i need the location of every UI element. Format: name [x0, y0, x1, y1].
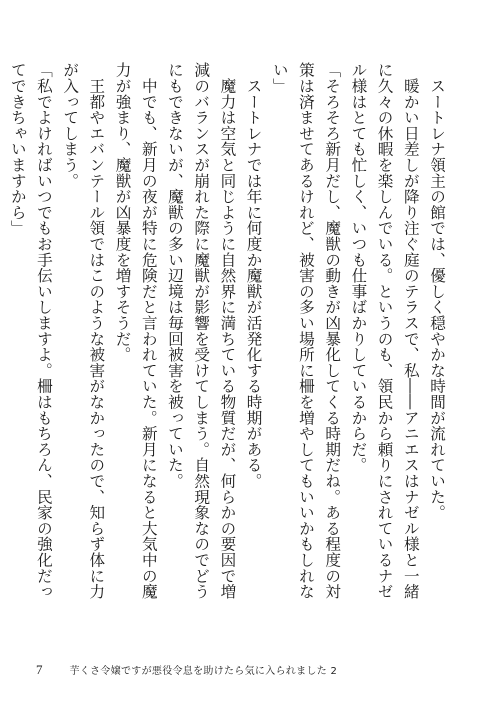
paragraph-4: スートレナでは年に何度か魔獣が活発化する時期がある。 [244, 62, 263, 489]
paragraph-8: 「私でよければいつでもお手伝いしますよ。柵はもちろん、民家の強化だってできちゃいますから」 [8, 62, 53, 600]
paragraph-2: 暖かい日差しが降り注ぐ庭のテラスで、私――アニエスはナゼル様と一緒に久々の休暇を楽しんでいる。というのも、領民から頼りにされているナゼル様はとても忙しく、いつも仕事ばかりしているからだ。 [349, 62, 420, 600]
page-number: 7 [36, 662, 43, 677]
paragraph-3: 「そろそろ新月だし、魔獣の動きが凶暴化してくる時期だね。ある程度の対策は済ませてあるけれど、被害の多い場所に柵を増やしてもいいかもしれない」 [270, 62, 342, 600]
page-footer [36, 662, 337, 678]
paragraph-5: 魔力は空気と同じように自然界に満ちている物質だが、何らかの要因で増減のバランスが崩れた際に魔獣が影響を受けてしまう。自然現象なのでどうにもできないが、魔獣の多い辺境は毎回被害を被っていた。 [165, 62, 237, 600]
paragraph-6: 中でも、新月の夜が特に危険だと言われていた。新月になると大気中の魔力が強まり、魔獣が凶暴度を増すそうだ。 [113, 62, 158, 600]
vertical-text-block [0, 62, 450, 607]
paragraph-1: スートレナ領主の館では、優しく穏やかな時間が流れていた。 [428, 62, 446, 521]
paragraph-9 [0, 62, 5, 607]
book-title: 芋くさ令嬢ですが悪役令息を助けたら気に入られました 2 [69, 666, 338, 677]
paragraph-7: 王都やエバンテール領ではこのような被害がなかったので、知らず体に力が入ってしまう。 [61, 62, 106, 600]
